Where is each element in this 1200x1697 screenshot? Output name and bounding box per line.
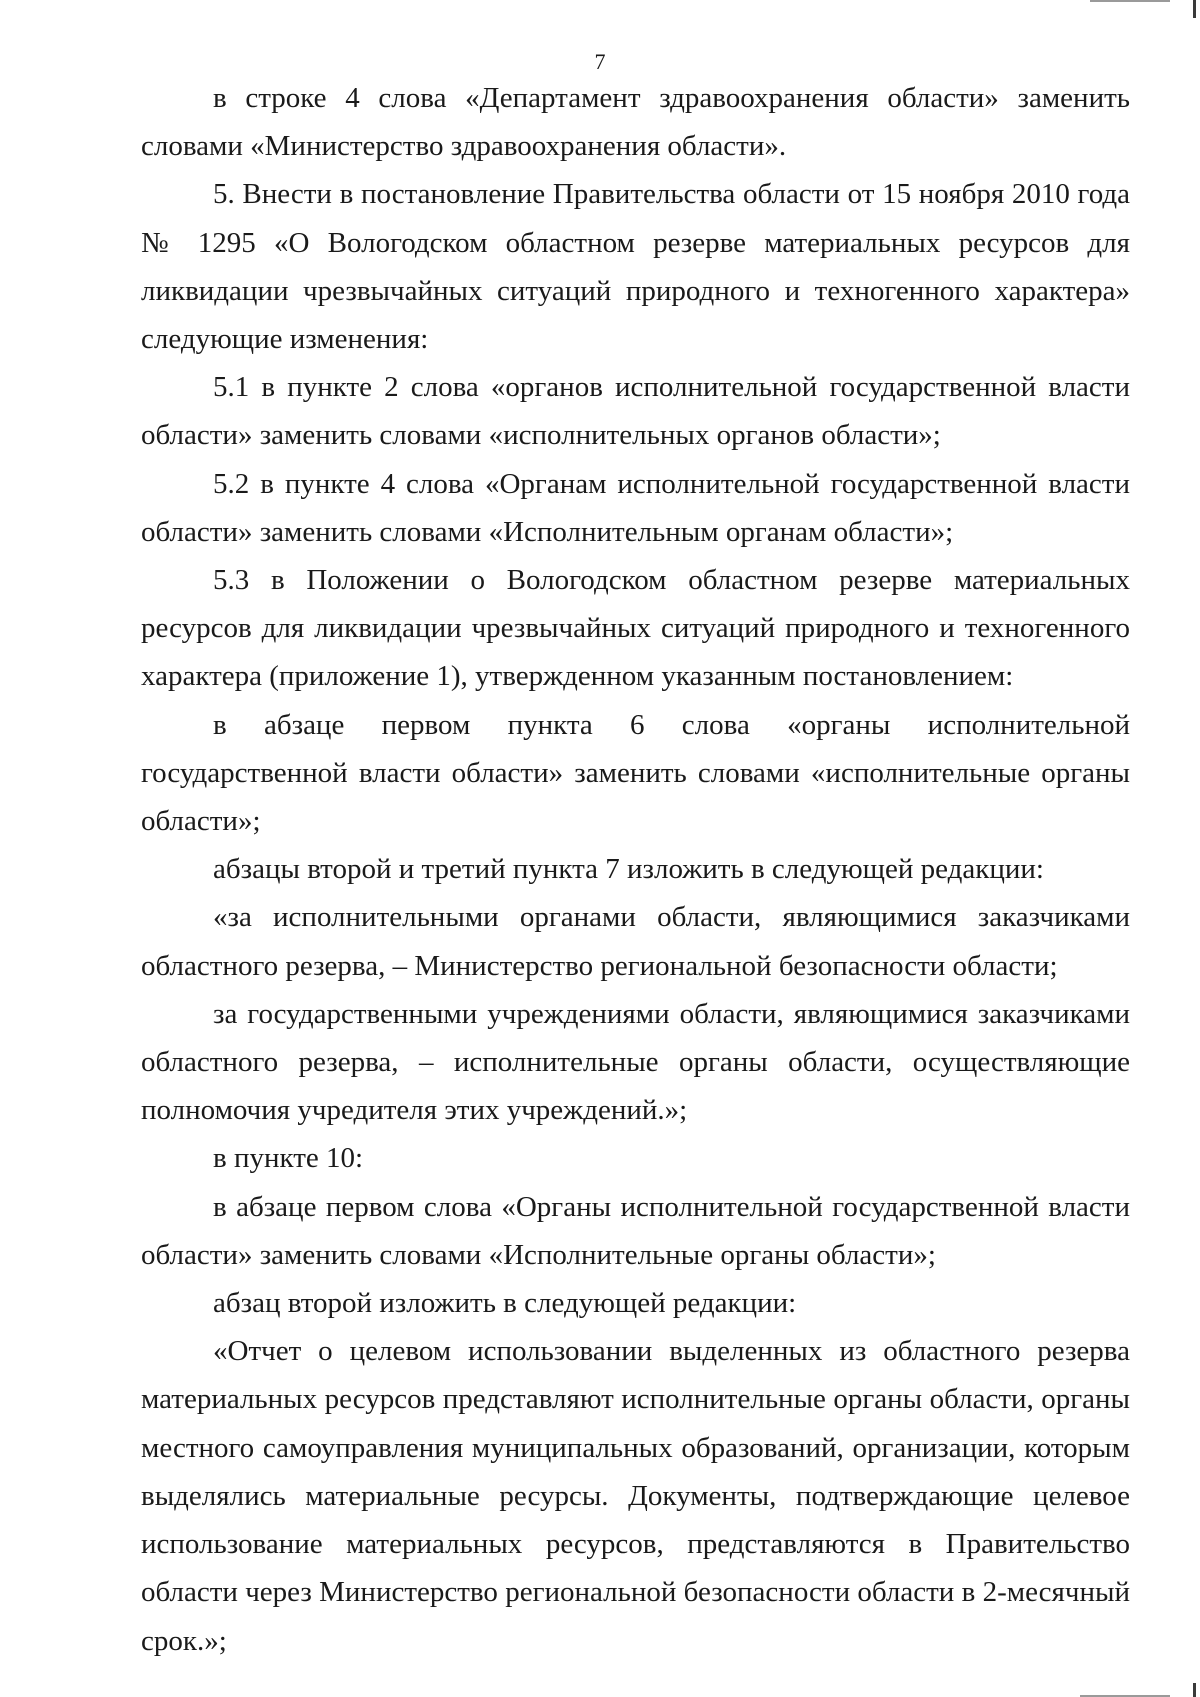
paragraph-point-10-intro: в пункте 10: (213, 1142, 364, 1175)
paragraph-item-5: 5. Внести в постановление Правительства области от 15 ноября 2010 года № 1295 «О Вологодском областном резерве материальных ресурсов для ликвидации чрезвычайных ситуаций природного и техногенного характера» следующие изменения: (141, 178, 1130, 356)
scan-mark-top-edge (1090, 0, 1170, 2)
paragraph-point-7-abzac-3: за государственными учреждениями области, являющимися заказчиками областного резерва, – исполнительные органы области, осуществляющие полномочия учредителя этих учреждений.»; (141, 997, 1130, 1127)
page-number: 7 (594, 49, 606, 74)
paragraph-point-7-abzac-2: «за исполнительными органами области, являющимися заказчиками областного резерва, – Министерство региональной безопасности области; (141, 901, 1130, 982)
scan-mark-bottom-right (1193, 1683, 1196, 1697)
paragraph-point-10-abzac-1: в абзаце первом слова «Органы исполнительной государственной власти области» заменить словами «Исполнительные органы области»; (141, 1190, 1130, 1271)
paragraph-point-6: в абзаце первом пункта 6 слова «органы исполнительной государственной власти области» заменить словами «исполнительные органы области»; (141, 708, 1130, 838)
paragraph-amendment-line-4: в строке 4 слова «Департамент здравоохранения области» заменить словами «Министерство здравоохранения области». (141, 82, 1130, 163)
paragraph-point-7-intro: абзацы второй и третий пункта 7 изложить в следующей редакции: (213, 853, 1044, 886)
paragraph-item-5-3: 5.3 в Положении о Вологодском областном резерве материальных ресурсов для ликвидации чрезвычайных ситуаций природного и техногенного характера (приложение 1), утвержденном указанным постановлением: (141, 564, 1130, 693)
paragraph-item-5-1: 5.1 в пункте 2 слова «органов исполнительной государственной власти области» заменить словами «исполнительных органов области»; (141, 371, 1130, 452)
paragraph-report-text: «Отчет о целевом использовании выделенных из областного резерва материальных ресурсов представляют исполнительные органы области, органы местного самоуправления муниципальных образований, организации, которым выделялись материальные ресурсы. Документы, подтверждающие целевое использование материальных ресурсов, представляются в Правительство области через Министерство региональной безопасности области в 2-месячный срок.»; (141, 1335, 1130, 1657)
paragraph-item-5-2: 5.2 в пункте 4 слова «Органам исполнительной государственной власти области» заменить словами «Исполнительным органам области»; (141, 467, 1130, 548)
paragraph-point-10-abzac-2-intro: абзац второй изложить в следующей редакции: (213, 1287, 797, 1320)
document-body (141, 74, 1130, 1665)
scan-mark-top-right (1193, 0, 1196, 18)
